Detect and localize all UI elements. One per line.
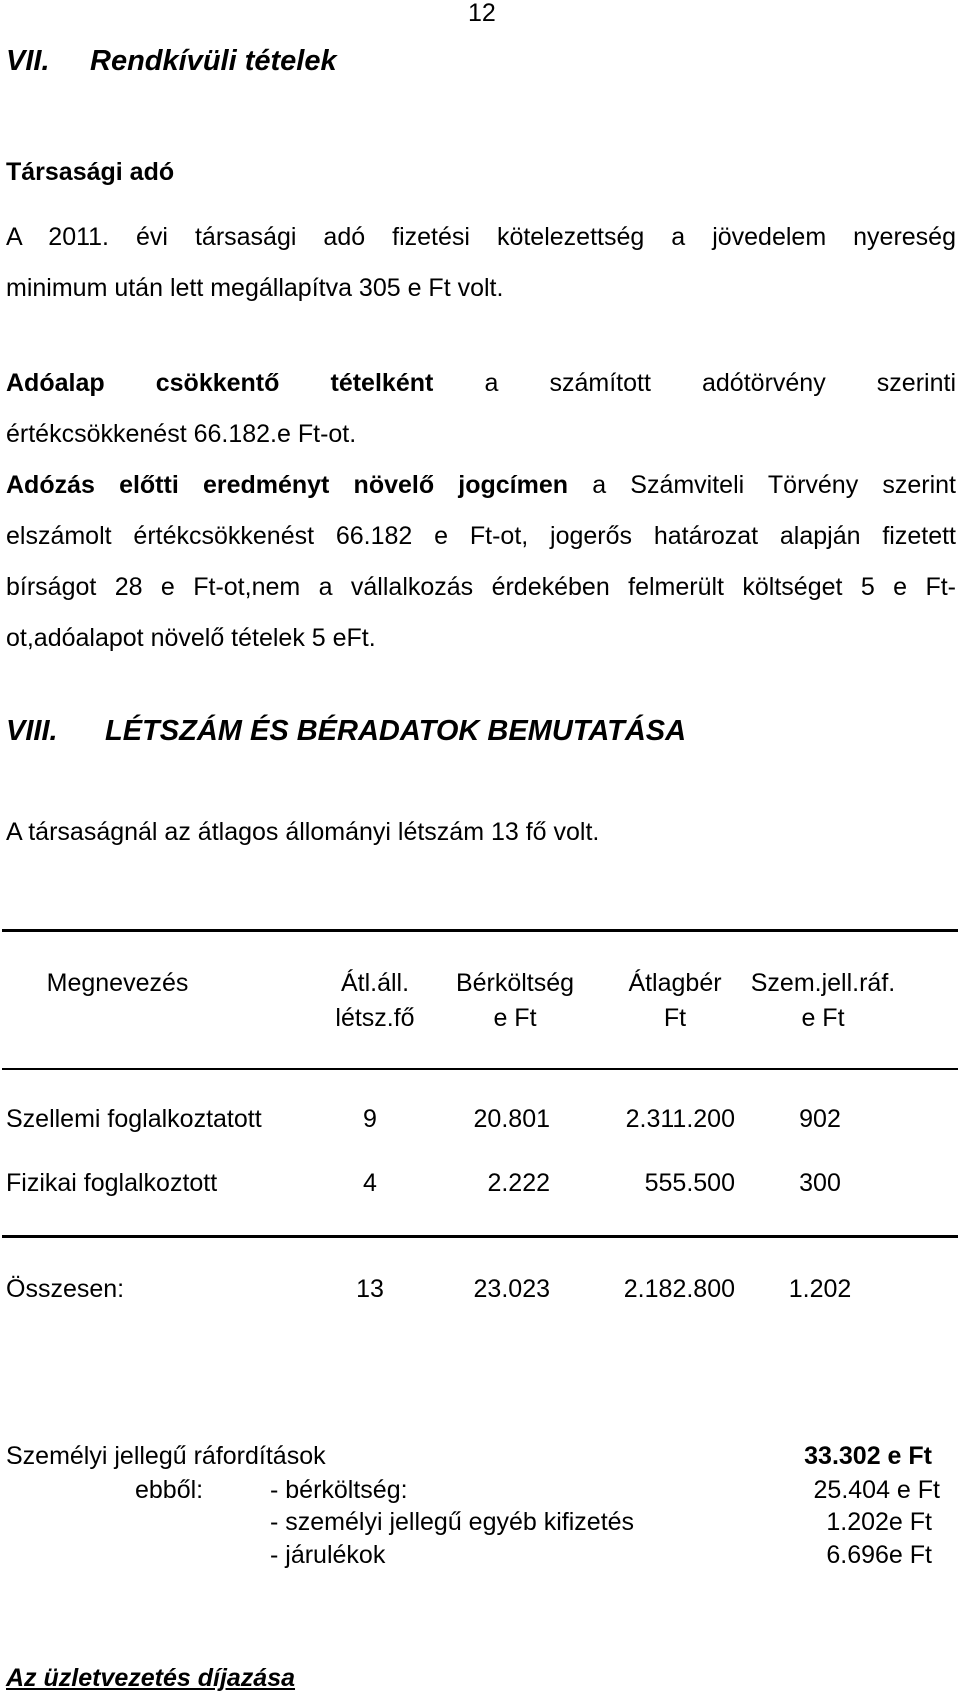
table-row-2-avg-wage: 555.500 <box>644 1169 735 1197</box>
col-header-name: Megnevezés <box>46 969 189 997</box>
table-row-1-avg-wage: 2.311.200 <box>625 1105 735 1133</box>
tax-para1-line2: minimum után lett megállapítva 305 e Ft volt. <box>6 274 504 302</box>
personal-costs-of-which: ebből: <box>135 1476 204 1504</box>
personal-costs-item-1-label: - bérköltség: <box>270 1476 408 1504</box>
table-total-rule <box>2 1235 958 1238</box>
personal-costs-title: Személyi jellegű ráfordítások <box>6 1442 326 1470</box>
table-row-2-name: Fizikai foglalkoztott <box>6 1169 218 1197</box>
section-7-number: VII. <box>6 45 50 77</box>
table-row-1-headcount: 9 <box>363 1105 377 1133</box>
personal-costs-item-2-value: 1.202e Ft <box>826 1508 932 1536</box>
tax-para2-line1 <box>6 368 956 398</box>
tax-para1-line1: A 2011. évi társasági adó fizetési kötelezettség a jövedelem nyereség <box>6 223 956 251</box>
tax-para3-line1 <box>6 470 956 500</box>
headcount-text: A társaságnál az átlagos állományi létszám 13 fő volt. <box>6 818 600 846</box>
col-header-avg-wage-sub: Ft <box>663 1004 687 1032</box>
personal-costs-item-2-label: - személyi jellegű egyéb kifizetés <box>270 1508 635 1536</box>
col-header-headcount-sub: létsz.fő <box>335 1004 415 1032</box>
col-header-personal-sub: e Ft <box>801 1004 845 1032</box>
table-total-avg-wage: 2.182.800 <box>623 1275 735 1303</box>
col-header-wage-cost-sub: e Ft <box>493 1004 537 1032</box>
table-row-1-wage-cost: 20.801 <box>473 1105 550 1133</box>
table-total-headcount: 13 <box>356 1275 384 1303</box>
page-number: 12 <box>468 0 496 27</box>
col-header-personal: Szem.jell.ráf. <box>750 969 896 997</box>
table-row-1-name: Szellemi foglalkoztatott <box>6 1105 262 1133</box>
tax-para3-bold: Adózás előtti eredményt növelő jogcímen <box>6 471 569 499</box>
tax-para2-rest: a számított adótörvény szerinti <box>484 369 956 397</box>
tax-para2-bold: Adóalap csökkentő tételként <box>6 369 434 397</box>
tax-para3-line2: elszámolt értékcsökkenést 66.182 e Ft-ot, jogerős határozat alapján fizetett <box>6 522 956 550</box>
table-row-2-wage-cost: 2.222 <box>487 1169 550 1197</box>
personal-costs-item-1-value: 25.404 e Ft <box>813 1476 940 1504</box>
tax-para3-line4: ot,adóalapot növelő tételek 5 eFt. <box>6 624 376 652</box>
tax-para3-rest: a Számviteli Törvény szerint <box>592 471 956 499</box>
table-row-1-personal: 902 <box>799 1105 841 1133</box>
col-header-headcount: Átl.áll. <box>340 969 410 997</box>
section-8-title: LÉTSZÁM ÉS BÉRADATOK BEMUTATÁSA <box>105 715 687 747</box>
management-remuneration-heading: Az üzletvezetés díjazása <box>6 1664 296 1692</box>
table-header-rule <box>2 1068 958 1070</box>
table-row-2-personal: 300 <box>799 1169 841 1197</box>
tax-heading: Társasági adó <box>6 158 175 186</box>
tax-para2-line2: értékcsökkenést 66.182.e Ft-ot. <box>6 420 357 448</box>
tax-para3-line3: bírságot 28 e Ft-ot,nem a vállalkozás érdekében felmerült költséget 5 e Ft- <box>6 573 956 601</box>
table-top-rule <box>2 929 958 932</box>
section-7-title: Rendkívüli tételek <box>90 45 337 77</box>
section-8-number: VIII. <box>6 715 58 747</box>
col-header-avg-wage: Átlagbér <box>628 969 722 997</box>
table-row-2-headcount: 4 <box>363 1169 377 1197</box>
col-header-wage-cost: Bérköltség <box>455 969 575 997</box>
personal-costs-total: 33.302 e Ft <box>804 1442 932 1470</box>
personal-costs-item-3-value: 6.696e Ft <box>826 1541 932 1569</box>
table-total-name: Összesen: <box>6 1275 125 1303</box>
table-total-wage-cost: 23.023 <box>473 1275 550 1303</box>
table-total-personal: 1.202 <box>788 1275 852 1303</box>
personal-costs-item-3-label: - járulékok <box>270 1541 386 1569</box>
